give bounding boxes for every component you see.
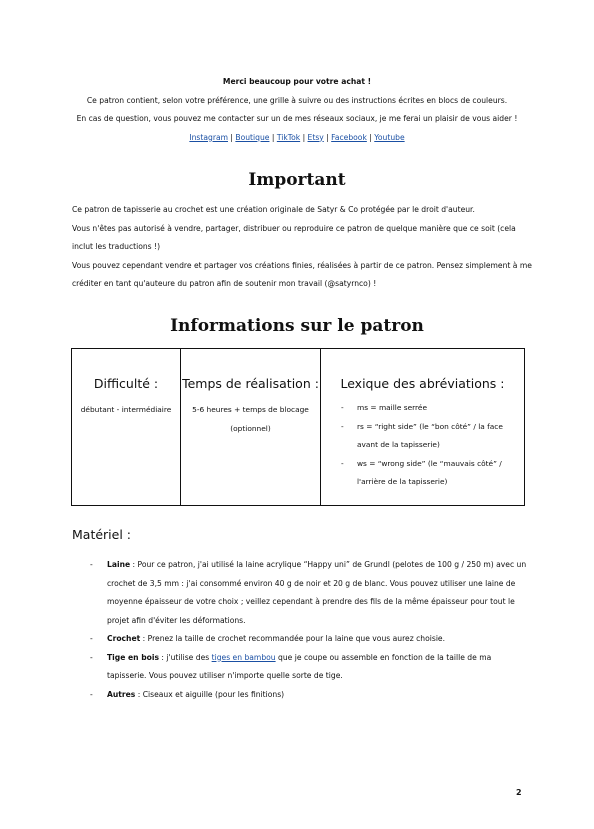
link-separator: | [269, 132, 277, 142]
autres-label: Autres [107, 689, 136, 699]
link-boutique[interactable]: Boutique [235, 132, 270, 142]
materiel-item-autres [90, 686, 530, 705]
tige-post: que je coupe ou assemble en fonction de la taille de ma tapisserie. Vous pouvez utiliser n'importe quelle sorte de tige. [107, 652, 492, 680]
dash-bullet: - [341, 421, 344, 431]
link-separator: | [366, 132, 375, 142]
difficulty-cell [72, 349, 181, 506]
materiel-item-laine [90, 556, 530, 630]
page-number: 2 [516, 788, 522, 797]
intro-section [40, 73, 554, 147]
tige-label: Tige en bois [107, 652, 159, 662]
tige-bambou-link[interactable]: tiges en bambou [211, 652, 276, 662]
laine-text: : Pour ce patron, j'ai utilisé la laine acrylique “Happy uni” de Grundl (pelotes de 100 g / 250 m) avec un crochet de 3,5 mm : j'ai consommé environ 40 g de noir et 20 g de blanc. Vous pouvez utiliser une laine de moyenne épaisseur de votre choix ; veillez cependant à prendre des fils de la même épaisseur pour tout le projet afin d'éviter les déformations. [107, 560, 527, 625]
dash-bullet: - [90, 560, 93, 569]
crochet-text: : Prenez la taille de crochet recommandée pour la laine que vous aurez choisie. [140, 634, 446, 643]
crochet-label: Crochet [107, 634, 141, 643]
dash-bullet: - [341, 403, 344, 412]
important-line-3: Vous pouvez cependant vendre et partager vos créations finies, réalisées à partir de ce patron. Pensez simplement à me créditer en tant qu'auteure du patron afin de soutenir mon travail (@satyrnco) ! [72, 260, 532, 288]
materiel-item-crochet [90, 630, 530, 649]
thanks-text: Merci beaucoup pour votre achat ! [222, 77, 372, 86]
lexique-item [321, 455, 524, 492]
lexique-title: Lexique des abréviations : [340, 376, 505, 391]
dash-bullet: - [90, 689, 93, 699]
lexique-item [321, 418, 524, 455]
lexique-item-text: ms = maille serrée [357, 403, 428, 412]
info-heading: Informations sur le patron [170, 316, 424, 336]
link-separator: | [323, 132, 332, 142]
social-links [40, 129, 554, 148]
time-value: 5-6 heures + temps de blocage (optionnel) [192, 405, 309, 433]
lexique-item [321, 399, 524, 418]
important-section [72, 201, 532, 294]
time-cell [181, 349, 321, 506]
dash-bullet: - [90, 634, 93, 643]
dash-bullet: - [90, 652, 93, 662]
materiel-title: Matériel : [72, 527, 131, 542]
intro-line-1: Ce patron contient, selon votre préférence, une grille à suivre ou des instructions écrites en blocs de couleurs. [86, 95, 508, 105]
materiel-list [90, 556, 530, 704]
link-instagram[interactable]: Instagram [189, 132, 228, 142]
link-separator: | [228, 132, 236, 142]
link-etsy[interactable]: Etsy [307, 132, 324, 142]
important-line-1: Ce patron de tapisserie au crochet est une création originale de Satyr & Co protégée par le droit d'auteur. [72, 205, 475, 214]
info-table [71, 348, 525, 506]
tige-pre: : j'utilise des [159, 652, 212, 662]
materiel-item-tige [90, 649, 530, 686]
difficulty-value: débutant - intermédiaire [80, 405, 172, 414]
lexique-item-text: rs = “right side” (le “bon côté” / la face avant de la tapisserie) [357, 421, 503, 449]
laine-label: Laine [107, 560, 131, 569]
dash-bullet: - [341, 458, 344, 468]
lexique-item-text: ws = “wrong side” (le “mauvais côté” / l'arrière de la tapisserie) [357, 458, 502, 486]
link-tiktok[interactable]: TikTok [276, 132, 301, 142]
link-separator: | [300, 132, 308, 142]
lexique-cell [321, 349, 525, 506]
link-youtube[interactable]: Youtube [374, 132, 405, 142]
intro-line-2: En cas de question, vous pouvez me contacter sur un de mes réseaux sociaux, je me ferai un plaisir de vous aider ! [76, 114, 518, 123]
autres-text: : Ciseaux et aiguille (pour les finitions) [135, 689, 285, 699]
lexique-list [321, 399, 524, 492]
time-title: Temps de réalisation : [182, 376, 319, 391]
important-line-2: Vous n'êtes pas autorisé à vendre, partager, distribuer ou reproduire ce patron de quelque manière que ce soit (cela inclut les traductions !) [72, 223, 516, 251]
important-heading: Important [248, 170, 346, 190]
link-facebook[interactable]: Facebook [331, 132, 367, 142]
difficulty-title: Difficulté : [93, 376, 159, 391]
